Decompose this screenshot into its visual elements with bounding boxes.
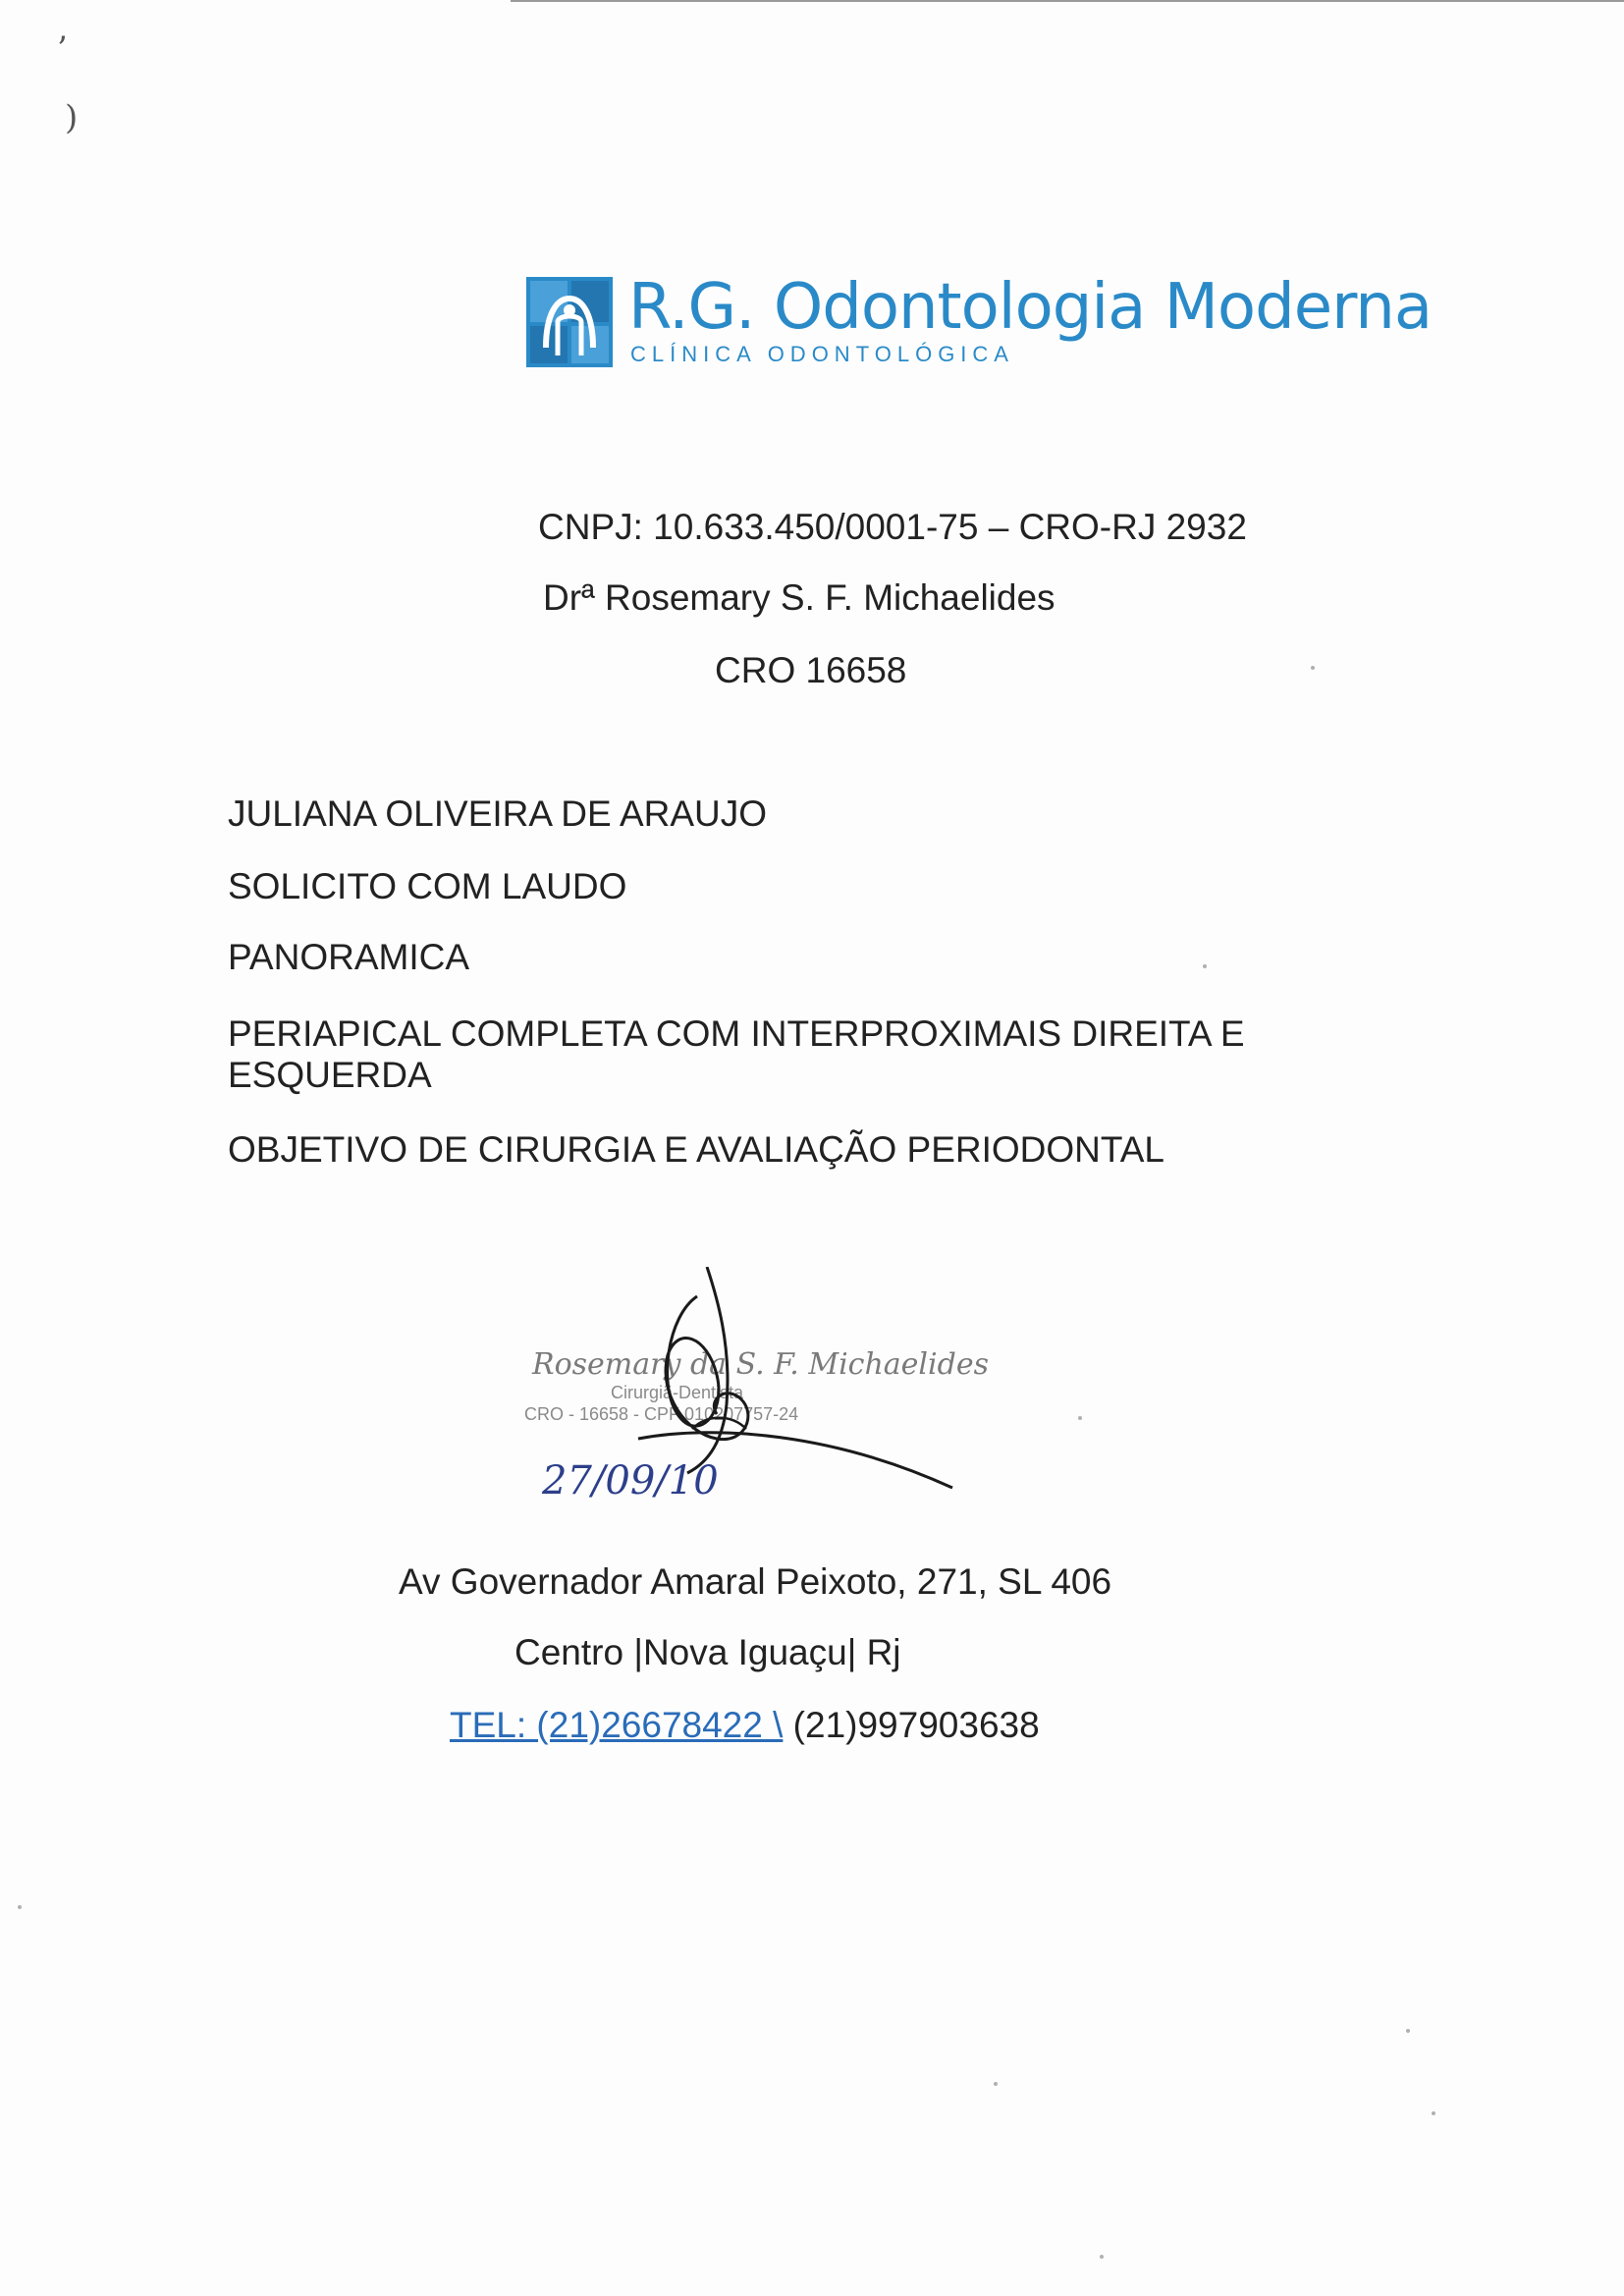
doctor-name: Drª Rosemary S. F. Michaelides [543, 577, 1056, 618]
phone-line [450, 1705, 1040, 1746]
address-line: Av Governador Amaral Peixoto, 271, SL 406 [399, 1561, 1112, 1602]
tel-mobile: (21)997903638 [783, 1705, 1040, 1745]
scan-speck [18, 1905, 22, 1909]
objective-line: OBJETIVO DE CIRURGIA E AVALIAÇÃO PERIODONTAL [228, 1129, 1164, 1170]
city-line: Centro |Nova Iguaçu| Rj [514, 1632, 901, 1672]
patient-name: JULIANA OLIVEIRA DE ARAUJO [228, 793, 768, 834]
margin-mark-1: ’ [57, 29, 68, 69]
clinic-subtitle: CLÍNICA ODONTOLÓGICA [630, 342, 1014, 366]
clinic-logo [526, 271, 1433, 375]
handwritten-date: 27/09/10 [542, 1458, 719, 1503]
scan-speck [1406, 2029, 1410, 2033]
scan-speck [1100, 2255, 1104, 2259]
exam-periapical: PERIAPICAL COMPLETA COM INTERPROXIMAIS DIREITA E ESQUERDA [228, 1013, 1245, 1095]
clinic-brand-name: R.G. Odontologia Moderna [628, 271, 1433, 344]
scan-speck [1203, 964, 1207, 968]
scan-speck [1432, 2111, 1435, 2115]
stamp-registration: CRO - 16658 - CPF 010207757-24 [524, 1404, 799, 1424]
doctor-cro: CRO 16658 [715, 650, 907, 690]
scan-top-edge [511, 0, 1624, 2]
request-line: SOLICITO COM LAUDO [228, 866, 627, 906]
stamp-title: Cirurgiã-Dentista [611, 1383, 744, 1402]
scan-speck [994, 2082, 998, 2086]
scan-speck [1078, 1416, 1082, 1420]
scan-speck [1311, 666, 1315, 670]
clinic-logo-icon [526, 277, 613, 367]
stamp-name: Rosemary da S. F. Michaelides [532, 1347, 989, 1382]
margin-mark-2: ) [65, 98, 79, 137]
exam-panoramica: PANORAMICA [228, 937, 470, 977]
tel-link[interactable]: TEL: (21)26678422 \ [450, 1705, 784, 1745]
cnpj-line: CNPJ: 10.633.450/0001-75 – CRO-RJ 2932 [538, 507, 1247, 547]
